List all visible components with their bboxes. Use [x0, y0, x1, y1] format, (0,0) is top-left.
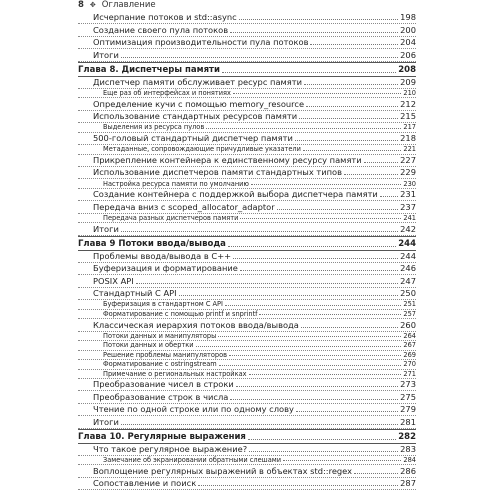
toc-entry-title: Классическая иерархия потоков ввода/вывода	[93, 319, 299, 330]
toc-section-entry	[78, 416, 416, 428]
toc-subsection-entry	[78, 89, 416, 99]
dot-leader	[219, 365, 402, 366]
toc-entry-title: Чтение по одной строке или по одному слову	[93, 404, 294, 415]
toc-entry-title: Буферизация и форматирование	[93, 263, 238, 274]
toc-entry-title: Сопоставление и поиск	[93, 478, 197, 489]
toc-entry-title: Стандартный C API	[93, 288, 177, 299]
toc-entry-page: 237	[400, 201, 416, 212]
dot-leader	[121, 57, 398, 58]
toc-entry-page: 215	[400, 111, 416, 122]
dot-leader	[299, 118, 398, 119]
dot-leader	[239, 19, 398, 20]
toc-section-entry	[78, 478, 416, 490]
dot-leader	[240, 270, 398, 271]
toc-entry-title: Создание контейнера с поддержкой выбора диспетчера памяти	[93, 189, 378, 200]
toc-subsection-entry	[78, 179, 416, 189]
toc-entry-title: Передача разных диспетчеров памяти	[103, 213, 239, 222]
toc-section-entry	[78, 391, 416, 403]
toc-subsection-entry	[78, 310, 416, 320]
toc-entry-page: 218	[400, 133, 416, 144]
dot-leader	[230, 32, 398, 33]
toc-section-entry	[78, 111, 416, 123]
toc-chapter-entry	[78, 236, 416, 251]
toc-entry-title: Глава 10. Регулярные выражения	[78, 431, 246, 442]
toc-section-entry	[78, 49, 416, 61]
page-number: 8	[78, 0, 84, 10]
toc-entry-page: 251	[403, 300, 416, 309]
toc-section-entry	[78, 24, 416, 36]
dot-leader	[304, 84, 398, 85]
toc-entry-title: Передача вниз с scoped_allocator_adaptor	[93, 201, 275, 212]
toc-entry-title: Форматирование с помощью printf и snprintf	[103, 309, 258, 318]
toc-section-entry	[78, 288, 416, 300]
toc-section-entry	[78, 189, 416, 201]
toc-entry-page: 286	[400, 465, 416, 476]
dot-leader	[344, 174, 398, 175]
toc-entry-page: 209	[400, 76, 416, 87]
toc-entry-title: POSIX API	[93, 275, 134, 286]
toc-section-entry	[78, 444, 416, 456]
toc-section-entry	[78, 201, 416, 213]
dot-leader	[283, 460, 401, 461]
toc-entry-page: 275	[400, 391, 416, 402]
toc-entry-title: Преобразование строк в числа	[93, 391, 229, 402]
ornament-icon: ✥	[89, 1, 96, 9]
toc-entry-page: 282	[398, 431, 416, 442]
toc-entry-page: 231	[400, 189, 416, 200]
toc-entry-page: 217	[403, 123, 416, 132]
dot-leader	[296, 411, 398, 412]
toc-entry-page: 244	[400, 250, 416, 261]
toc-entry-page: 241	[403, 213, 416, 222]
toc-section-entry	[78, 379, 416, 391]
toc-entry-page: 246	[400, 263, 416, 274]
toc-section-entry	[78, 77, 416, 89]
dot-leader	[310, 44, 398, 45]
toc-entry-page: 244	[398, 238, 416, 249]
dot-leader	[179, 295, 399, 296]
toc-subsection-entry	[78, 123, 416, 133]
toc-entry-page: 279	[400, 404, 416, 415]
toc-entry-page: 269	[403, 350, 416, 359]
dot-leader	[277, 209, 399, 210]
toc-section-entry	[78, 404, 416, 416]
dot-leader	[301, 327, 398, 328]
table-of-contents	[78, 12, 416, 490]
toc-entry-title: Глава 8. Диспетчеры памяти	[78, 64, 220, 75]
toc-section-entry	[78, 12, 416, 24]
toc-chapter-entry	[78, 429, 416, 444]
dot-leader	[206, 128, 401, 129]
toc-section-entry	[78, 98, 416, 110]
dot-leader	[236, 386, 398, 387]
toc-entry-page: 287	[400, 478, 416, 489]
toc-entry-title: Итоги	[93, 223, 119, 234]
toc-subsection-entry	[78, 341, 416, 351]
toc-entry-title: Исчерпание потоков и std::async	[93, 12, 237, 23]
toc-section-entry	[78, 223, 416, 235]
dot-leader	[198, 485, 398, 486]
toc-entry-page: 206	[400, 49, 416, 60]
dot-leader	[364, 162, 398, 163]
toc-entry-page: 242	[400, 223, 416, 234]
toc-entry-title: Прикрепление контейнера к единственному ресурсу памяти	[93, 155, 362, 166]
toc-entry-title: Выделения из ресурса пулов	[103, 123, 205, 132]
toc-entry-title: Потоки данных и манипуляторы	[103, 331, 217, 340]
toc-subsection-entry	[78, 214, 416, 224]
toc-entry-page: 204	[400, 37, 416, 48]
toc-section-entry	[78, 275, 416, 287]
toc-section-entry	[78, 251, 416, 263]
toc-entry-title: Итоги	[93, 49, 119, 60]
toc-entry-page: 257	[403, 309, 416, 318]
toc-subsection-entry	[78, 456, 416, 466]
toc-subsection-entry	[78, 145, 416, 155]
toc-entry-page: 212	[400, 98, 416, 109]
toc-entry-page: 227	[400, 155, 416, 166]
toc-entry-title: Примечание о региональных настройках	[103, 369, 247, 378]
toc-chapter-entry	[78, 62, 416, 77]
dot-leader	[121, 424, 398, 425]
toc-entry-title: Потоки данных и обертки	[103, 341, 194, 350]
toc-section-entry	[78, 167, 416, 179]
toc-entry-page: 229	[400, 167, 416, 178]
toc-entry-title: Использование диспетчеров памяти стандартных типов	[93, 167, 342, 178]
toc-entry-page: 230	[403, 179, 416, 188]
toc-entry-title: Настройка ресурса памяти по умолчанию	[103, 179, 249, 188]
dot-leader	[196, 346, 402, 347]
toc-entry-title: Форматирование с ostringstream	[103, 360, 217, 369]
toc-section-entry	[78, 263, 416, 275]
dot-leader	[259, 314, 401, 315]
toc-entry-page: 260	[400, 319, 416, 330]
dot-leader	[225, 305, 401, 306]
dot-leader	[249, 374, 402, 375]
toc-entry-page: 273	[400, 379, 416, 390]
toc-entry-page: 208	[398, 64, 416, 75]
dot-leader	[229, 355, 401, 356]
toc-entry-page: 281	[400, 416, 416, 427]
toc-entry-page: 267	[403, 341, 416, 350]
toc-entry-title: Воплощение регулярных выражений в объектах std::regex	[93, 465, 353, 476]
dot-leader	[248, 439, 396, 440]
toc-entry-title: Определение кучи с помощью memory_resource	[93, 98, 305, 109]
toc-entry-page: 250	[400, 288, 416, 299]
toc-entry-title: Оптимизация производительности пула потоков	[93, 37, 309, 48]
toc-entry-page: 221	[403, 145, 416, 154]
toc-entry-page: 264	[403, 331, 416, 340]
dot-leader	[230, 399, 398, 400]
toc-entry-page: 198	[400, 12, 416, 23]
toc-entry-page: 247	[400, 275, 416, 286]
dot-leader	[136, 283, 398, 284]
toc-subsection-entry	[78, 360, 416, 370]
toc-entry-title: Создание своего пула потоков	[93, 24, 229, 35]
dot-leader	[240, 218, 401, 219]
dot-leader	[306, 106, 398, 107]
toc-entry-title: Метаданные, сопровождающие причудливые указатели	[103, 145, 301, 154]
toc-entry-page: 283	[400, 443, 416, 454]
toc-entry-title: Преобразование чисел в строки	[93, 379, 234, 390]
toc-section-entry	[78, 133, 416, 145]
dot-leader	[222, 72, 396, 73]
dot-leader	[303, 150, 402, 151]
toc-entry-title: Диспетчер памяти обслуживает ресурс памяти	[93, 76, 303, 87]
toc-entry-page: 200	[400, 24, 416, 35]
toc-entry-title: Использование стандартных ресурсов памяти	[93, 111, 298, 122]
toc-entry-title: Итоги	[93, 416, 119, 427]
toc-subsection-entry	[78, 300, 416, 310]
toc-entry-title: Еще раз об интерфейсах и понятиях	[103, 89, 231, 98]
toc-subsection-entry	[78, 332, 416, 342]
toc-entry-title: Буферизация в стандартном C API	[103, 300, 223, 309]
toc-section-entry	[78, 37, 416, 49]
dot-leader	[228, 246, 396, 247]
toc-entry-page: 271	[403, 369, 416, 378]
dot-leader	[233, 93, 402, 94]
dot-leader	[249, 451, 398, 452]
toc-section-entry	[78, 319, 416, 331]
dot-leader	[380, 196, 398, 197]
toc-entry-title: Решение проблемы манипуляторов	[103, 350, 228, 359]
dot-leader	[354, 473, 398, 474]
toc-subsection-entry	[78, 370, 416, 380]
toc-entry-title: Глава 9 Потоки ввода/вывода	[78, 238, 226, 249]
toc-section-entry	[78, 465, 416, 477]
toc-entry-title: 500-головый стандартный диспетчер памяти	[93, 133, 293, 144]
toc-entry-page: 210	[403, 89, 416, 98]
toc-entry-page: 270	[403, 360, 416, 369]
dot-leader	[233, 258, 398, 259]
toc-entry-title: Проблемы ввода/вывода в C++	[93, 250, 232, 261]
toc-entry-title: Замечание об экранировании обратными слешами	[103, 456, 281, 465]
running-head	[78, 0, 156, 10]
dot-leader	[121, 231, 398, 232]
dot-leader	[218, 336, 401, 337]
running-head-title: Оглавление	[101, 0, 156, 10]
dot-leader	[295, 140, 398, 141]
toc-entry-title: Что такое регулярное выражение?	[93, 443, 248, 454]
toc-subsection-entry	[78, 351, 416, 361]
dot-leader	[251, 184, 401, 185]
toc-entry-page: 284	[403, 456, 416, 465]
toc-section-entry	[78, 155, 416, 167]
